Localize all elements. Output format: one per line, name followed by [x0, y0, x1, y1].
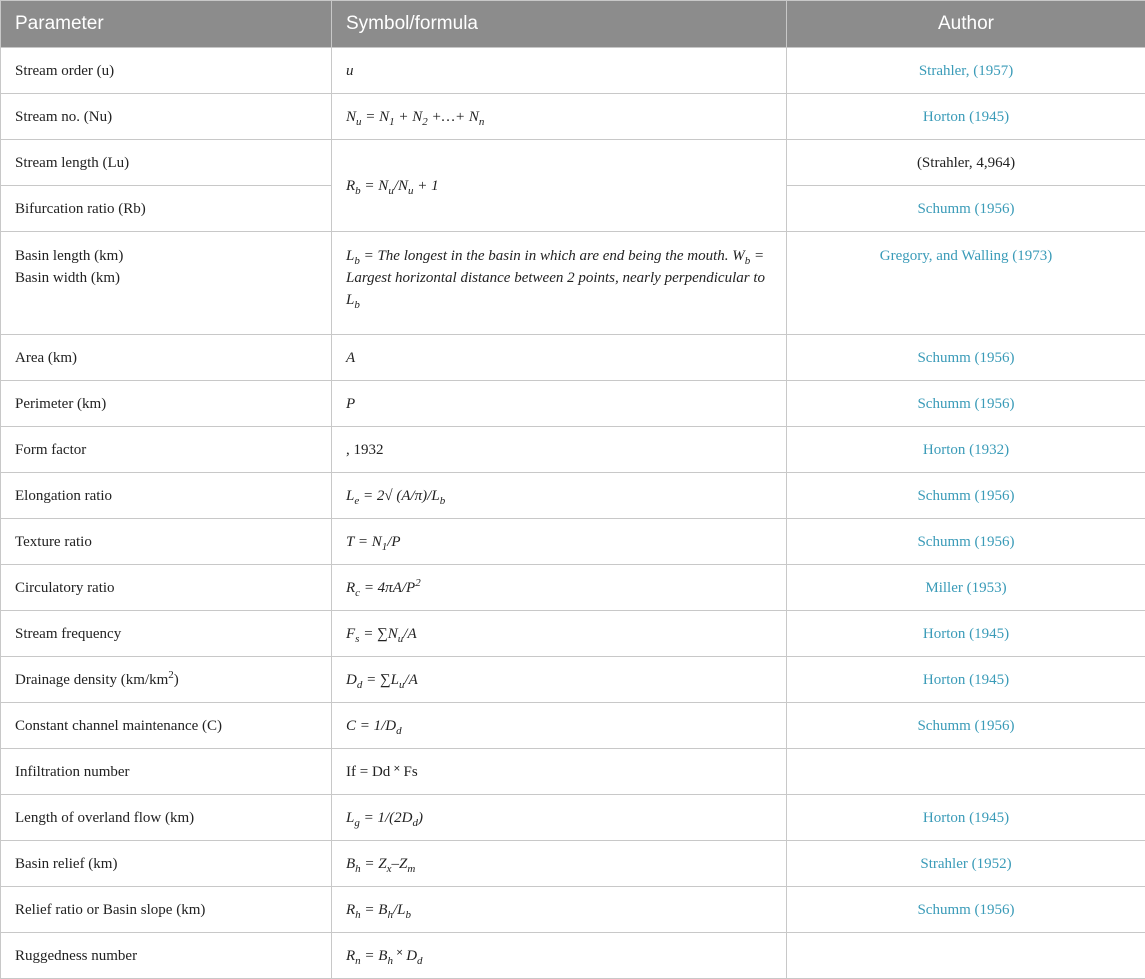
author-link[interactable]: Schumm (1956): [787, 703, 1145, 749]
parameter-cell: Length of overland flow (km): [1, 795, 332, 841]
parameter-cell: [1, 232, 332, 335]
formula-part: T = N: [346, 534, 382, 550]
author-link[interactable]: Horton (1932): [787, 427, 1145, 473]
formula-subscript: u: [408, 185, 414, 197]
formula-cell: , 1932: [332, 427, 787, 473]
formula-subscript: h: [355, 863, 361, 875]
formula-subscript: b: [354, 299, 360, 311]
formula-subscript: u: [398, 633, 404, 645]
formula-part: = B: [361, 902, 388, 918]
formula-part: = ∑N: [359, 626, 397, 642]
parameter-cell: Stream order (u): [1, 48, 332, 94]
formula-cell: P: [332, 381, 787, 427]
formula-part: R: [346, 178, 355, 194]
formula-cell: [332, 657, 787, 703]
parameter-cell: Stream length (Lu): [1, 140, 332, 186]
formula-subscript: e: [354, 495, 359, 507]
table-header: [1, 1, 1145, 48]
parameter-cell: [1, 657, 332, 703]
formula-cell: [332, 703, 787, 749]
formula-part: R: [346, 902, 355, 918]
formula-cell: [332, 795, 787, 841]
formula-subscript: b: [745, 255, 751, 267]
formula-subscript: h: [387, 955, 393, 967]
formula-part: R: [346, 948, 355, 964]
formula-subscript: 2: [422, 116, 428, 128]
parameter-cell: Ruggedness number: [1, 933, 332, 979]
header-symbol-formula: Symbol/formula: [332, 1, 787, 48]
formula-subscript: b: [354, 255, 360, 267]
parameter-cell: Stream no. (Nu): [1, 94, 332, 140]
parameter-cell: Basin relief (km): [1, 841, 332, 887]
table-row: [1, 427, 1145, 473]
table-row: [1, 887, 1145, 933]
formula-cell: [332, 140, 787, 232]
header-parameter: Parameter: [1, 1, 332, 48]
parameter-part: ): [174, 672, 179, 688]
formula-subscript: g: [354, 817, 360, 829]
formula-part: /A: [405, 672, 418, 688]
author-link[interactable]: Schumm (1956): [787, 335, 1145, 381]
formula-subscript: b: [355, 185, 361, 197]
formula-part: F: [346, 626, 355, 642]
formula-cell: [332, 611, 787, 657]
formula-part: /A: [403, 626, 416, 642]
formula-cell: [332, 94, 787, 140]
formula-part: = N: [362, 109, 390, 125]
parameter-cell: Infiltration number: [1, 749, 332, 795]
parameter-cell: Elongation ratio: [1, 473, 332, 519]
formula-part: = Z: [361, 856, 387, 872]
table-row: [1, 381, 1145, 427]
formula-subscript: d: [412, 817, 418, 829]
formula-cell: If = Dd ˟ Fs: [332, 749, 787, 795]
parameter-cell: Form factor: [1, 427, 332, 473]
parameter-cell: Bifurcation ratio (Rb): [1, 186, 332, 232]
formula-part: = N: [361, 178, 389, 194]
author-link[interactable]: Strahler, (1957): [787, 48, 1145, 94]
formula-cell: A: [332, 335, 787, 381]
author-link[interactable]: Horton (1945): [787, 657, 1145, 703]
author-link[interactable]: Strahler (1952): [787, 841, 1145, 887]
table-row: [1, 841, 1145, 887]
formula-subscript: n: [355, 955, 361, 967]
parameter-part: Drainage density (km/km: [15, 672, 168, 688]
formula-subscript: m: [407, 863, 415, 875]
formula-superscript: 2: [415, 577, 421, 589]
formula-part: /P: [387, 534, 400, 550]
formula-cell: [332, 933, 787, 979]
formula-cell: [332, 232, 787, 335]
table-row: [1, 232, 1145, 335]
formula-part: N: [346, 109, 356, 125]
author-link[interactable]: Horton (1945): [787, 611, 1145, 657]
table-row: [1, 48, 1145, 94]
author-link[interactable]: Horton (1945): [787, 94, 1145, 140]
formula-part: +…+ N: [428, 109, 479, 125]
formula-subscript: x: [387, 863, 392, 875]
author-cell: (Strahler, 4,964): [787, 140, 1145, 186]
formula-subscript: u: [356, 116, 362, 128]
formula-subscript: b: [440, 495, 446, 507]
formula-part: = ∑L: [362, 672, 399, 688]
formula-part: + 1: [414, 178, 439, 194]
formula-part: ): [418, 810, 423, 826]
formula-part: = B: [361, 948, 388, 964]
formula-part: D: [346, 672, 357, 688]
formula-subscript: s: [355, 633, 359, 645]
formula-subscript: n: [479, 116, 485, 128]
formula-subscript: u: [399, 679, 405, 691]
table-body: [1, 48, 1145, 979]
formula-cell: [332, 473, 787, 519]
formula-part: R: [346, 580, 355, 596]
formula-subscript: d: [417, 955, 423, 967]
formula-cell: [332, 841, 787, 887]
formula-subscript: 1: [382, 541, 388, 553]
parameter-cell: Area (km): [1, 335, 332, 381]
parameter-basin-width: Basin width (km): [15, 267, 317, 289]
formula-part: = 4πA/P: [360, 580, 415, 596]
formula-subscript: h: [355, 909, 361, 921]
formula-subscript: u: [388, 185, 394, 197]
author-cell: [787, 933, 1145, 979]
formula-subscript: b: [405, 909, 411, 921]
header-author: Author: [787, 1, 1145, 48]
parameter-cell: Circulatory ratio: [1, 565, 332, 611]
parameter-cell: Stream frequency: [1, 611, 332, 657]
formula-part: = Largest horizontal distance between 2 points, nearly perpendicular to L: [346, 248, 765, 308]
formula-part: C = 1/D: [346, 718, 396, 734]
formula-cell: [332, 565, 787, 611]
formula-part: /L: [393, 902, 406, 918]
author-link[interactable]: Miller (1953): [787, 565, 1145, 611]
parameter-cell: Constant channel maintenance (C): [1, 703, 332, 749]
author-link[interactable]: Schumm (1956): [787, 186, 1145, 232]
parameter-cell: Perimeter (km): [1, 381, 332, 427]
author-link[interactable]: Schumm (1956): [787, 381, 1145, 427]
formula-part: + N: [395, 109, 423, 125]
author-link[interactable]: Horton (1945): [787, 795, 1145, 841]
author-link[interactable]: Schumm (1956): [787, 473, 1145, 519]
formula-part: /N: [394, 178, 408, 194]
formula-part: –Z: [392, 856, 408, 872]
formula-part: = The longest in the basin in which are end being the mouth. W: [360, 248, 745, 264]
table-row: [1, 795, 1145, 841]
formula-part: ˟ D: [393, 948, 417, 964]
formula-cell: [332, 887, 787, 933]
formula-part: B: [346, 856, 355, 872]
author-link[interactable]: Schumm (1956): [787, 519, 1145, 565]
formula-subscript: d: [357, 679, 363, 691]
table-row: [1, 140, 1145, 186]
table-row: [1, 335, 1145, 381]
parameter-basin-length: Basin length (km): [15, 245, 317, 267]
parameter-cell: Relief ratio or Basin slope (km): [1, 887, 332, 933]
formula-subscript: c: [355, 587, 360, 599]
formula-part: = 2√ (A/π)/L: [359, 488, 439, 504]
parameter-cell: Texture ratio: [1, 519, 332, 565]
author-link[interactable]: Schumm (1956): [787, 887, 1145, 933]
table-row: [1, 94, 1145, 140]
table-row: [1, 657, 1145, 703]
parameter-superscript: 2: [168, 669, 174, 681]
table-row: [1, 749, 1145, 795]
table-row: [1, 703, 1145, 749]
table-row: [1, 611, 1145, 657]
formula-subscript: d: [396, 725, 402, 737]
author-link[interactable]: Gregory, and Walling (1973): [787, 232, 1145, 335]
formula-subscript: 1: [389, 116, 395, 128]
formula-part: L: [346, 488, 354, 504]
formula-part: = 1/(2D: [360, 810, 413, 826]
formula-subscript: h: [387, 909, 393, 921]
author-cell: [787, 749, 1145, 795]
formula-cell: u: [332, 48, 787, 94]
formula-part: L: [346, 248, 354, 264]
table-row: [1, 565, 1145, 611]
formula-cell: [332, 519, 787, 565]
formula-part: L: [346, 810, 354, 826]
table-row: [1, 473, 1145, 519]
header-row: [1, 1, 1145, 48]
table-row: [1, 519, 1145, 565]
table-row: [1, 933, 1145, 979]
